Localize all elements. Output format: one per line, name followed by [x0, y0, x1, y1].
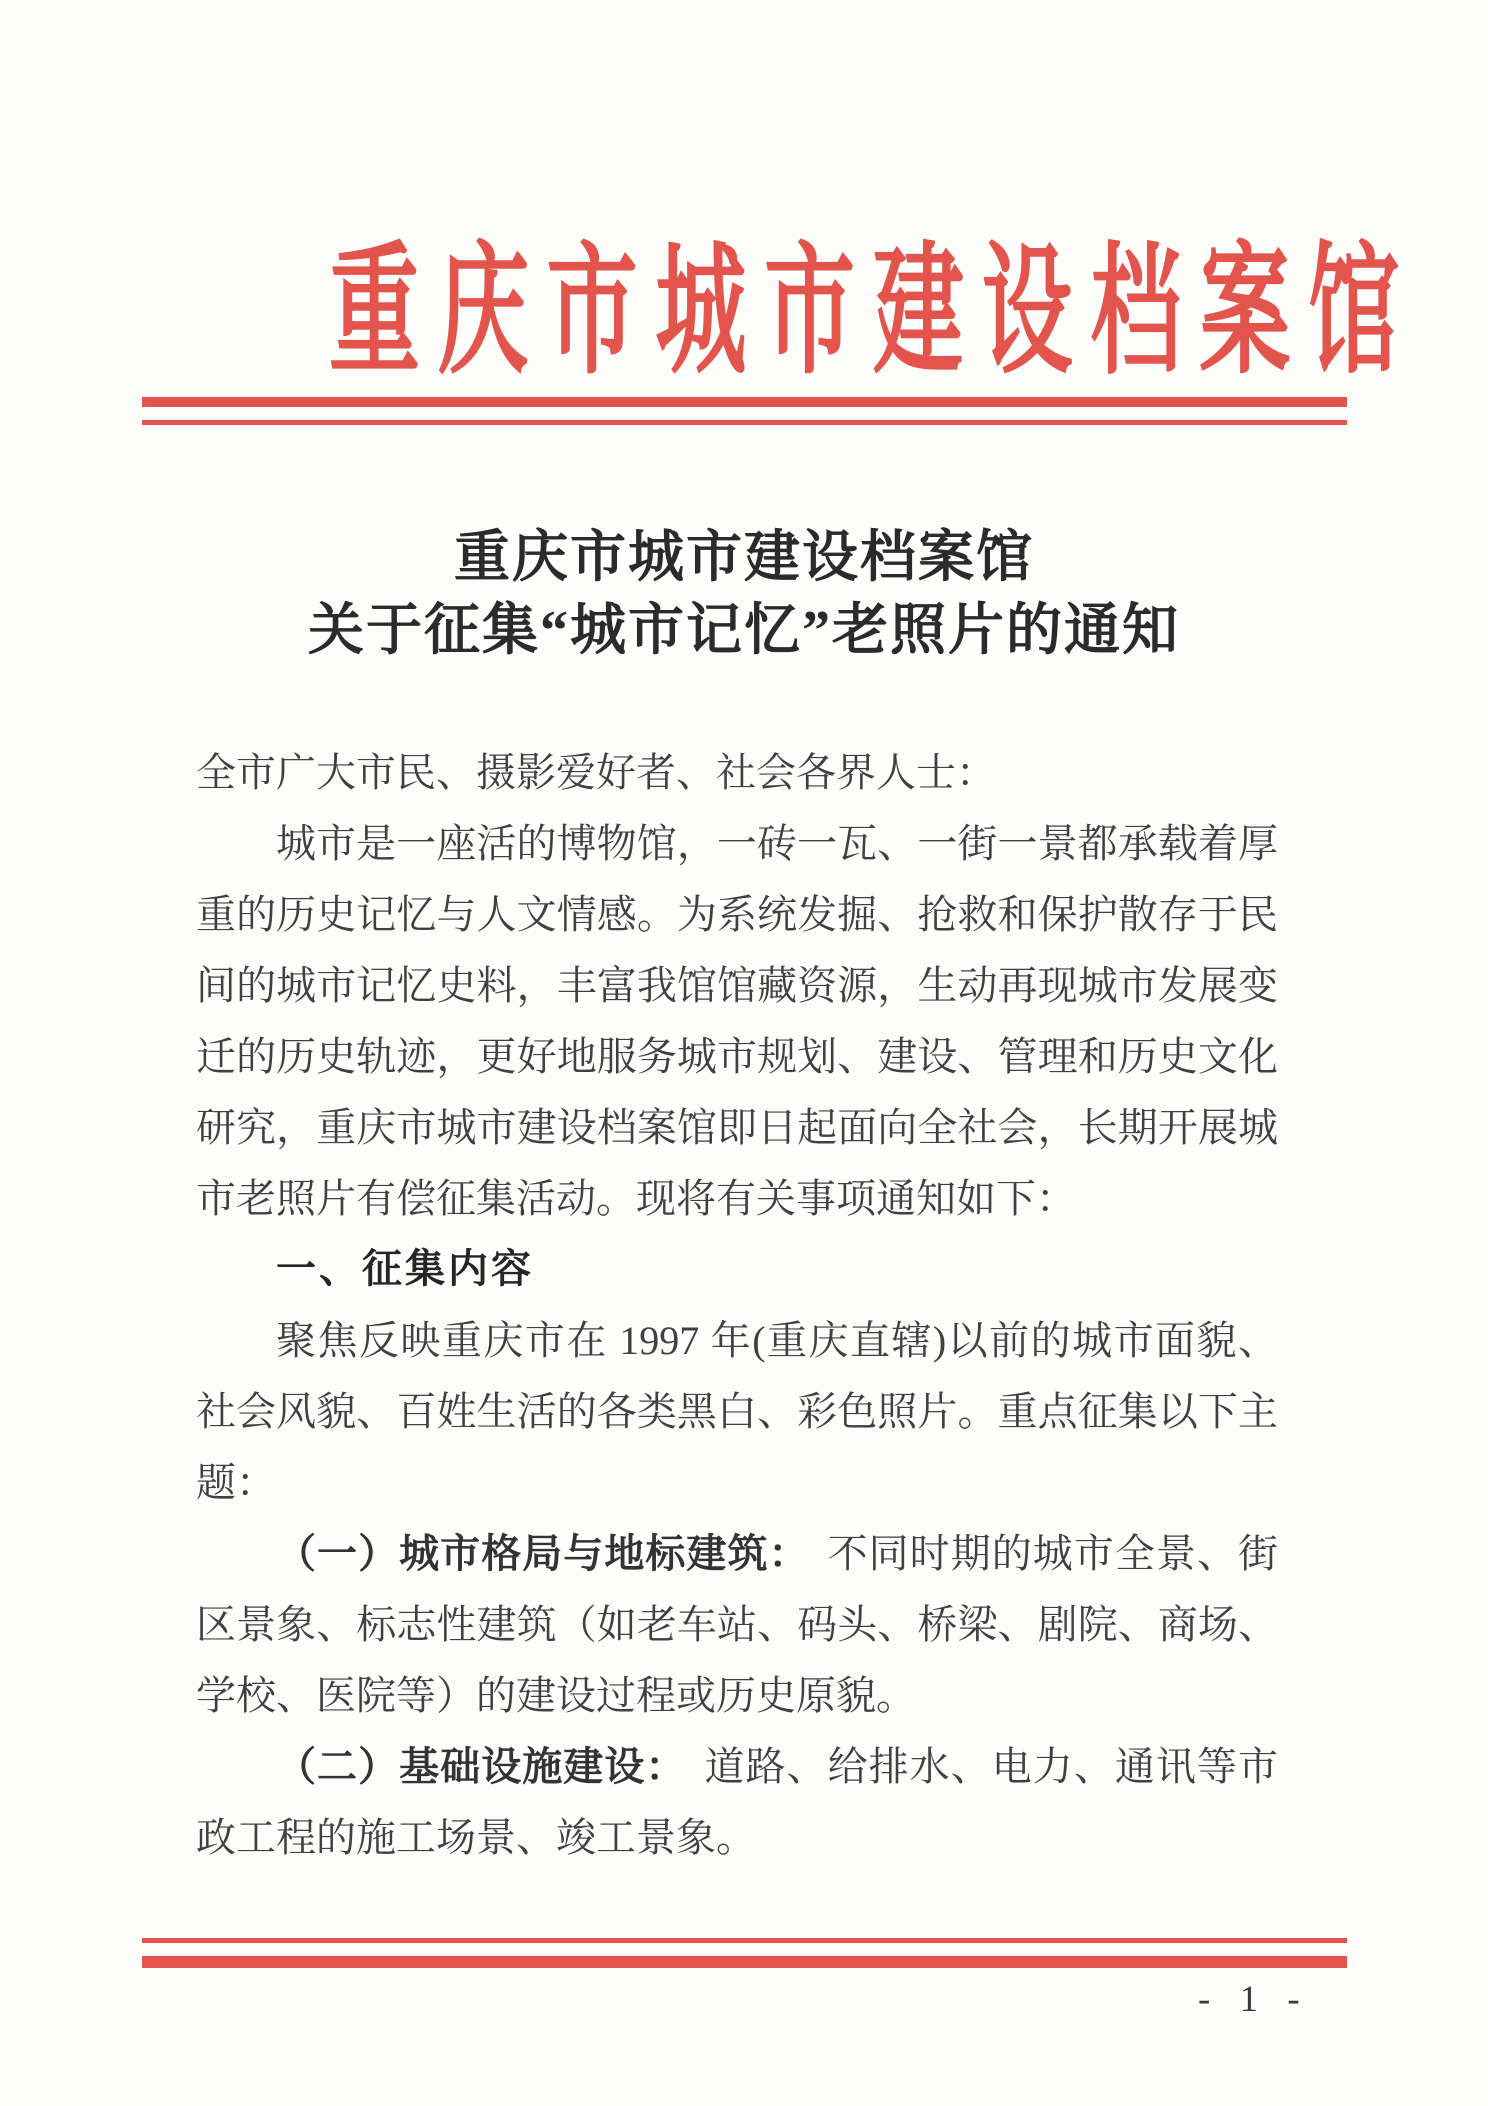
document-title-line2: 关于征集“城市记忆”老照片的通知	[308, 600, 1180, 662]
document-title-line1: 重庆市城市建设档案馆	[454, 527, 1034, 589]
footer-rule-thin	[142, 1938, 1347, 1943]
list-item-1-text: 不同时期的城市全景、街区景象、标志性建筑（如老车站、码头、桥梁、剧院、商场、学校、医院等）的建设过程或历史原貌。	[196, 1531, 1279, 1718]
list-item-2	[196, 1731, 1278, 1873]
page-number: - 1 -	[1198, 1979, 1310, 2020]
list-item-2-text: 道路、给排水、电力、通讯等市政工程的施工场景、竣工景象。	[196, 1744, 1279, 1860]
footer-rule-thick	[142, 1956, 1347, 1968]
paragraph-intro: 城市是一座活的博物馆，一砖一瓦、一街一景都承载着厚重的历史记忆与人文情感。为系统发掘、抢救和保护散存于民间的城市记忆史料，丰富我馆馆藏资源，生动再现城市发展变迁的历史轨迹，更好地服务城市规划、建设、管理和历史文化研究，重庆市城市建设档案馆即日起面向全社会，长期开展城市老照片有偿征集活动。现将有关事项通知如下：	[196, 821, 1278, 1221]
document-title	[0, 522, 1488, 668]
letterhead-org-name: 重庆市城市建设档案馆	[328, 233, 1417, 391]
list-item-1	[196, 1518, 1278, 1731]
list-item-1-label: （一）城市格局与地标建筑：	[276, 1531, 810, 1576]
section-intro: 聚焦反映重庆市在 1997 年(重庆直辖)以前的城市面貌、社会风貌、百姓生活的各类黑白、彩色照片。重点征集以下主题：	[196, 1318, 1278, 1505]
letterhead	[0, 233, 1488, 391]
document-body	[196, 737, 1278, 1873]
salutation: 全市广大市民、摄影爱好者、社会各界人士：	[196, 750, 996, 795]
header-rule-thick	[142, 397, 1347, 407]
section-heading: 一、征集内容	[276, 1247, 534, 1291]
list-item-2-label: （二）基础设施建设：	[276, 1744, 687, 1789]
header-rule-thin	[142, 420, 1347, 425]
